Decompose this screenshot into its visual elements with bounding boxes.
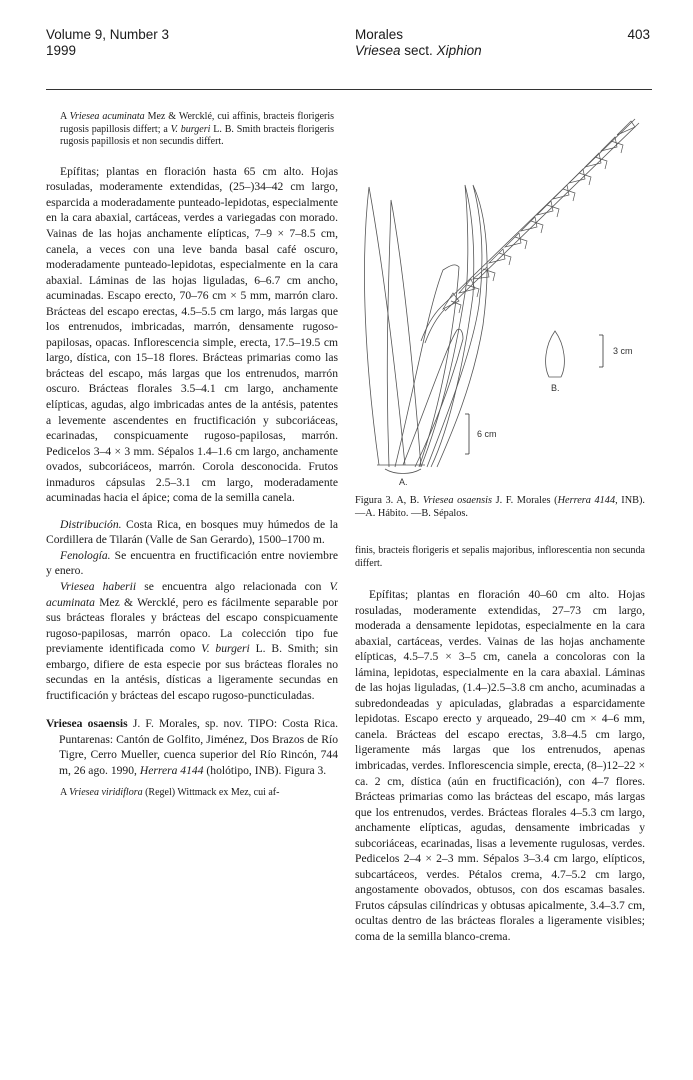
distribution: Distribución. Costa Rica, en bosques muy húmedos de la Cordillera de Tilarán (Valle de San Gerardo), 1500–1700 m. [46,517,338,547]
diagnosis-continuation: finis, bracteis florigeris et sepalis majoribus, inflorescentia non secunda differt. [355,545,645,569]
description-haberii: Epífitas; plantas en floración hasta 65 cm alto. Hojas rosuladas, moderamente extendidas, (25–)34–42 cm largo, esparcida a moderadamente punteado-lepidotas, especialmente en la cara abaxial, cartáceas, verdes a variegadas con morado. Vainas de las hojas anchamente elípticas, 7–9 × 7–8.5 cm, canela, a veces con una leve banda basal café oscuro, moderadamente punteado-lepidotas, especialmente en la cara abaxial. Láminas de las hojas liguladas, 6–6.7 cm ancho, acuminadas. Escapo erecto, 70–76 cm × 5 mm, marrón claro. Brácteas del escapo erectas, 4.5–5.5 cm largo, más largas que los entrenudos, imbricadas, marrón, densamente rugoso-papilosas, opacas. Inflorescencia simple, erecta, 17.5–19.5 cm largo, dística, con 15–18 flores. Brácteas primarias como las brácteas del escapo, más largas que los entrenudos, marrón oscuro. Brácteas florales 3.5–4.1 cm largo, anchamente elípticas, agudas, algo imbricadas antes de la antésis, patentes a levemente ascendentes en fructificación y subcoriáceas, ecarinadas, conspicuamente rugoso-papilosas, marrón. Pedicelos 3–4 × 3 mm. Sépalos 1.4–1.6 cm largo, anchamente ovados, subcoriáceos, marrón. Corola desconocida. Frutos inmaduros cápsulas 2.5–3.1 cm largo, moderadamente acuminadas hacia el ápice; coma de la semilla canela. [46,164,338,505]
left-column [46,111,338,799]
description-osaensis: Epífitas; plantas en floración 40–60 cm alto. Hojas rosuladas, moderamente extendidas, 27–73 cm largo, moderada a densamente lepidotas, especialmente en la cara abaxial, cartáceas, verdes. Vainas de las hojas anchamente elípticas, 4.5–7.5 × 3–5 cm, canela a concoloras con la lámina, lepidotas, especialmente en la cara abaxial. Láminas de las hojas liguladas, (1.4–)2.5–3.8 cm ancho, acuminadas a subredondeadas y apiculadas, glabradas a esparcidamente lepidotas. Escapo erecto y arqueado, 29–40 cm × 4–6 mm, canela. Brácteas del escapo erectas, 3.8–4.5 cm largo, ligeramente más largas que los entrenudos, apenas imbricadas, verdes. Inflorescencia simple, erecta, (8–)12–22 × ca. 2 cm, dística (aún en fructificación), con 4–7 flores. Brácteas primarias como las brácteas del escapo, más largas que los entrenudos, verdes. Brácteas florales 4–5.3 cm largo, anchamente elípticas, agudas, densamente imbricadas y subcoriáceas, ecarinadas, lisas a levemente rugulosas, verdes. Pedicelos 2–4 × 2–3 mm. Sépalos 3–3.4 cm largo, elípticos, subcartáceos, verdes. Pétalos crema, 4.7–5.2 cm largo, angostamente obovados, obtusos, con dos escamas basales. Frutos cápsulas cilíndricas y obtusas apicalmente, 3.4–3.7 cm, ocultas dentro de las brácteas florales a ligeramente visibles; coma de la semilla blanco-crema. [355,588,645,944]
journal-volume: Volume 9, Number 3 [46,27,170,42]
right-column [355,587,645,945]
page-number: 403 [627,27,650,42]
journal-year: 1999 [46,43,77,58]
running-author: Morales [355,27,404,42]
new-species-heading: Vriesea osaensis J. F. Morales, sp. nov. TIPO: Costa Rica. Puntarenas: Cantón de Golfito, Jiménez, Dos Brazos de Río Tigre, Cerro Mueller, cuenca superior del Río Rincón, 744 m, 26 ago. 1990, Herrera 4144 (holótipo, INB). Figura 3. [46,717,338,778]
habit-drawing [364,119,639,474]
running-title: Vriesea sect. Xiphion [355,43,482,58]
relationships: Vriesea haberii se encuentra algo relacionada con V. acuminata Mez & Wercklé, pero es fácilmente separable por sus brácteas florales y brácteas del escapo conspicuamente rugoso-papilosas, marrón opaco. La colección tipo fue previamente identificada como V. burgeri L. B. Smith; sin embargo, difiere de esta especie por sus brácteas florales no secundas en la antésis, dísticas a ligeramente secundas en fructificación y brácteas del escapo rugoso-puncticuladas. [46,580,339,702]
sepal-drawing [546,331,565,377]
scale-label-a: 6 cm [477,429,497,439]
diagnosis-osaensis: A Vriesea viridiflora (Regel) Wittmack ex Mez, cui af- [60,786,280,798]
scale-label-b: 3 cm [613,346,633,356]
phenology: Fenología. Se encuentra en fructificación entre noviembre y enero. [46,548,338,578]
figure-caption: Figura 3. A, B. Vriesea osaensis J. F. Morales (Herrera 4144, INB). —A. Hábito. —B. Sépalos. [355,495,645,520]
diagnosis-haberii: A Vriesea acuminata Mez & Wercklé, cui affinis, bracteis florigeris rugosis papillosis differt; a V. burgeri L. B. Smith bracteis florigeris rugosis papillosis et non secundis differt. [60,111,335,148]
header-rule [46,89,652,90]
panel-label-b: B. [551,383,560,393]
figure-3-illustration [355,105,655,490]
panel-label-a: A. [399,477,408,487]
floral-bracts [443,121,635,313]
